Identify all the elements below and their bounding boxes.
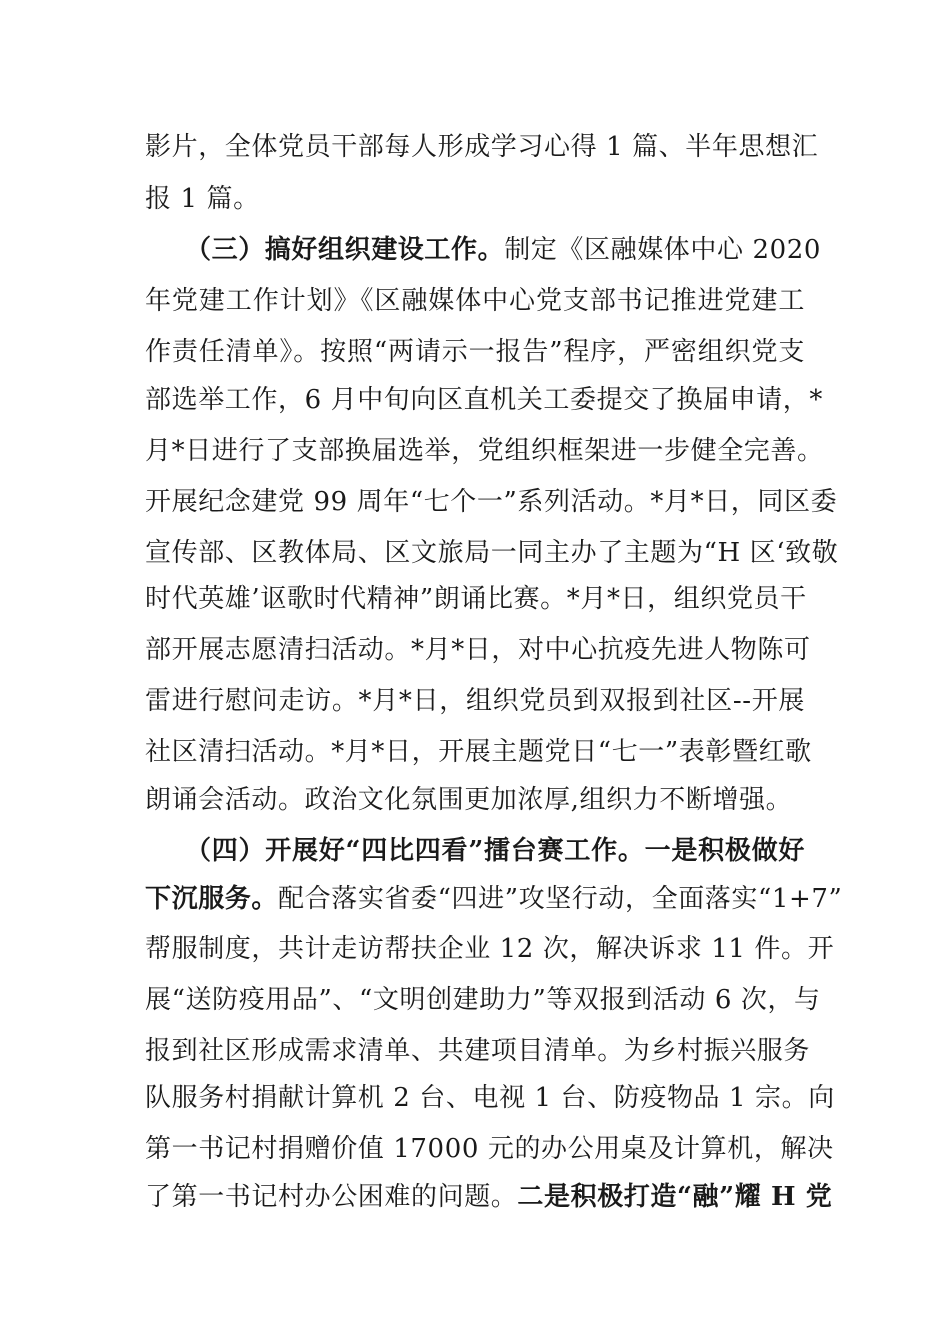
text-run: 月*日进行了支部换届选举，党组织框架进一步健全完善。 [145,436,824,466]
paragraph-line [145,735,812,769]
text-run: 作责任清单》。按照“两请示一报告”程序，严密组织党支 [145,337,805,367]
paragraph-line [145,1180,833,1214]
text-run: 配合落实省委“四进”攻坚行动，全面落实“1+7” [278,884,843,914]
text-run: 社区清扫活动。*月*日，开展主题党日“七一”表彰暨红歌 [145,737,812,767]
paragraph-line [145,383,824,417]
text-run: 第一书记村捐赠价值 17000 元的办公用桌及计算机，解决 [145,1134,834,1164]
paragraph-line [145,684,805,718]
paragraph-line [145,882,843,916]
bold-text-run: （三）搞好组织建设工作。 [185,235,505,265]
text-run: 制定《区融媒体中心 2020 [504,235,822,265]
text-run: 了第一书记村办公困难的问题。 [145,1182,518,1212]
text-run: 报 1 篇。 [145,184,260,214]
text-run: 时代英雄’讴歌时代精神”朗诵比赛。*月*日，组织党员干 [145,584,807,614]
paragraph-line [145,536,839,570]
paragraph-line [145,1081,835,1115]
text-run: 部开展志愿清扫活动。*月*日，对中心抗疫先进人物陈可 [145,635,811,665]
paragraph-line [145,783,805,817]
bold-text-run: 二是积极打造“融”耀 H 党 [517,1182,833,1212]
text-run: 报到社区形成需求清单、共建项目清单。为乡村振兴服务 [145,1036,811,1066]
text-run: 宣传部、区教体局、区文旅局一同主办了主题为“H 区‘致敬 [145,538,839,568]
text-run: 影片，全体党员干部每人形成学习心得 1 篇、半年思想汇 [145,132,819,162]
paragraph-line [145,932,835,966]
paragraph-line [145,633,811,667]
paragraph-line [145,983,821,1017]
paragraph-line [145,582,805,616]
paragraph-line [145,335,805,369]
text-run: 年党建工作计划》《区融媒体中心党支部书记推进党建工 [145,286,805,316]
bold-text-run: （四）开展好“四比四看”擂台赛工作。一是积极做好 [185,836,805,866]
paragraph-line [145,1034,811,1068]
paragraph-line [145,182,805,216]
section-heading-line [185,834,805,868]
text-run: 部选举工作，6 月中旬向区直机关工委提交了换届申请，* [145,385,824,415]
paragraph-line [145,485,838,519]
paragraph-line [145,1132,834,1166]
text-run: 开展纪念建党 99 周年“七个一”系列活动。*月*日，同区委 [145,487,838,517]
paragraph-line [145,130,819,164]
paragraph-line [145,284,805,318]
text-run: 帮服制度，共计走访帮扶企业 12 次，解决诉求 11 件。开 [145,934,835,964]
section-heading-line [185,233,822,267]
text-run: 朗诵会活动。政治文化氛围更加浓厚,组织力不断增强。 [145,785,793,815]
text-run: 队服务村捐献计算机 2 台、电视 1 台、防疫物品 1 宗。向 [145,1083,835,1113]
paragraph-line [145,434,824,468]
text-run: 雷进行慰问走访。*月*日，组织党员到双报到社区--开展 [145,686,805,716]
text-run: 展“送防疫用品”、“文明创建助力”等双报到活动 6 次，与 [145,985,821,1015]
bold-text-run: 下沉服务。 [145,884,279,914]
